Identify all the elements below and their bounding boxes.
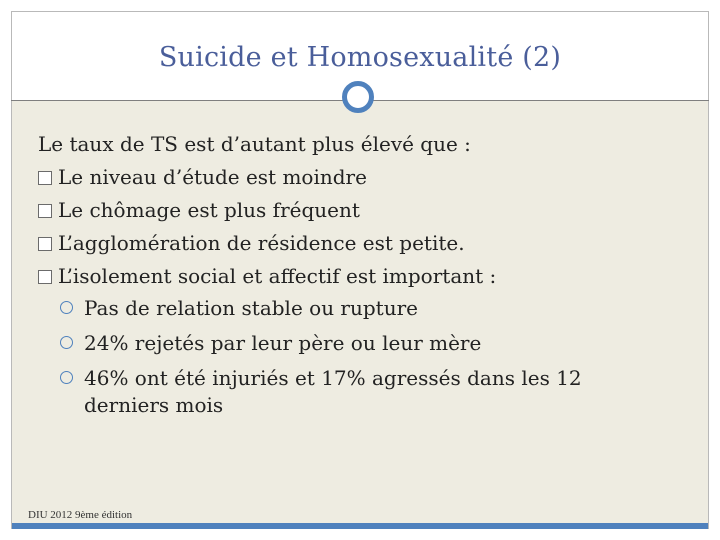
square-bullet-icon	[38, 237, 52, 251]
list-item-text: L’agglomération de résidence est petite.	[58, 231, 465, 255]
list-item-text: L’isolement social et affectif est important :	[58, 264, 497, 288]
sub-list-item-text: 46% ont été injuriés et 17% agressés dans les 12 derniers mois	[84, 366, 582, 417]
square-bullet-icon	[38, 204, 52, 218]
list-item	[38, 260, 678, 293]
square-bullet-icon	[38, 270, 52, 284]
list-item	[38, 194, 678, 227]
slide-title: Suicide et Homosexualité (2)	[158, 42, 562, 73]
square-bullet-icon	[38, 171, 52, 185]
circle-bullet-icon	[60, 301, 73, 314]
sub-list-item	[38, 330, 678, 357]
ring-icon	[342, 81, 374, 113]
circle-bullet-icon	[60, 336, 73, 349]
intro-text: Le taux de TS est d’autant plus élevé que :	[38, 132, 471, 156]
footer-text: DIU 2012 9ème édition	[28, 509, 133, 521]
slide	[11, 11, 709, 529]
list-item-text: Le chômage est plus fréquent	[58, 198, 360, 222]
list-item	[38, 227, 678, 260]
list-item	[38, 161, 678, 194]
sub-list-item	[38, 295, 678, 322]
sub-list-item-text: Pas de relation stable ou rupture	[84, 296, 418, 320]
sub-list-item	[38, 365, 604, 419]
slide-body	[38, 128, 678, 419]
sub-list-item-text: 24% rejetés par leur père ou leur mère	[84, 331, 482, 355]
footer-bar	[12, 523, 708, 529]
circle-bullet-icon	[60, 371, 73, 384]
list-item-text: Le niveau d’étude est moindre	[58, 165, 367, 189]
